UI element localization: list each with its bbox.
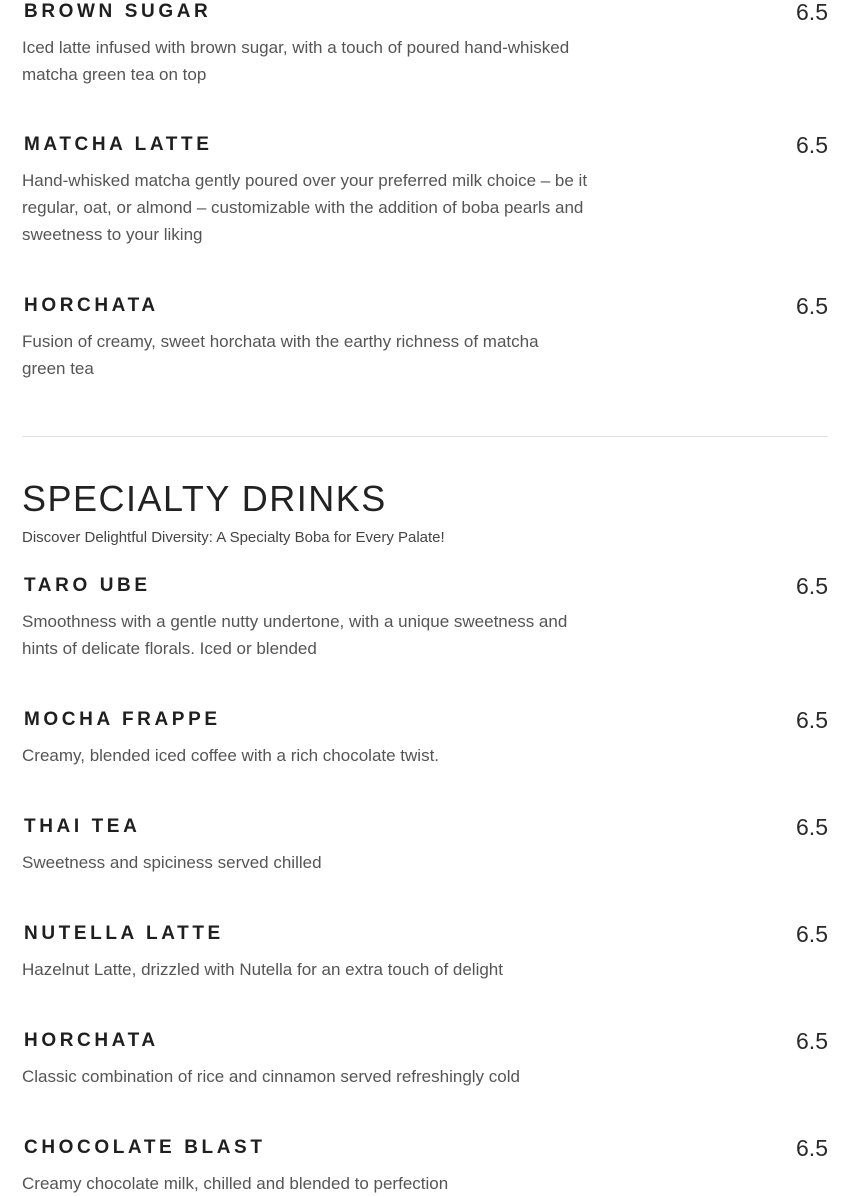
item-price: 6.5 <box>796 921 828 947</box>
item-description: Iced latte infused with brown sugar, with a touch of poured hand-whisked matcha green tea on top <box>22 38 570 84</box>
item-name: NUTELLA LATTE <box>24 923 224 944</box>
item-description: Creamy, blended iced coffee with a rich chocolate twist. <box>22 746 440 765</box>
item-price: 6.5 <box>796 707 828 733</box>
item-price: 6.5 <box>796 573 828 599</box>
item-name: BROWN SUGAR <box>24 1 212 22</box>
item-price: 6.5 <box>796 814 828 840</box>
item-price: 6.5 <box>796 1135 828 1161</box>
item-name: HORCHATA <box>24 1030 159 1051</box>
item-name: MOCHA FRAPPE <box>24 709 221 730</box>
item-name: MATCHA LATTE <box>24 134 213 155</box>
item-description: Hazelnut Latte, drizzled with Nutella for an extra touch of delight <box>22 960 503 979</box>
item-name: CHOCOLATE BLAST <box>24 1137 266 1158</box>
item-price: 6.5 <box>796 1028 828 1054</box>
item-description: Fusion of creamy, sweet horchata with the earthy richness of matcha green tea <box>22 332 539 378</box>
item-description: Sweetness and spiciness served chilled <box>22 853 322 872</box>
item-name: HORCHATA <box>24 295 159 316</box>
section-divider <box>22 436 828 437</box>
item-description: Hand-whisked matcha gently poured over your preferred milk choice – be it regular, oat, or almond – customizable with the addition of boba pearls and sweetness to your liking <box>22 171 588 244</box>
item-description: Classic combination of rice and cinnamon served refreshingly cold <box>22 1067 520 1086</box>
item-price: 6.5 <box>796 0 828 25</box>
item-description: Creamy chocolate milk, chilled and blended to perfection <box>22 1174 449 1193</box>
section-title: SPECIALTY DRINKS <box>22 478 387 519</box>
section-subtitle: Discover Delightful Diversity: A Specialty Boba for Every Palate! <box>22 529 445 546</box>
item-name: THAI TEA <box>24 816 141 837</box>
item-description: Smoothness with a gentle nutty undertone, with a unique sweetness and hints of delicate florals. Iced or blended <box>22 612 568 658</box>
item-price: 6.5 <box>796 132 828 158</box>
item-price: 6.5 <box>796 293 828 319</box>
item-name: TARO UBE <box>24 575 151 596</box>
